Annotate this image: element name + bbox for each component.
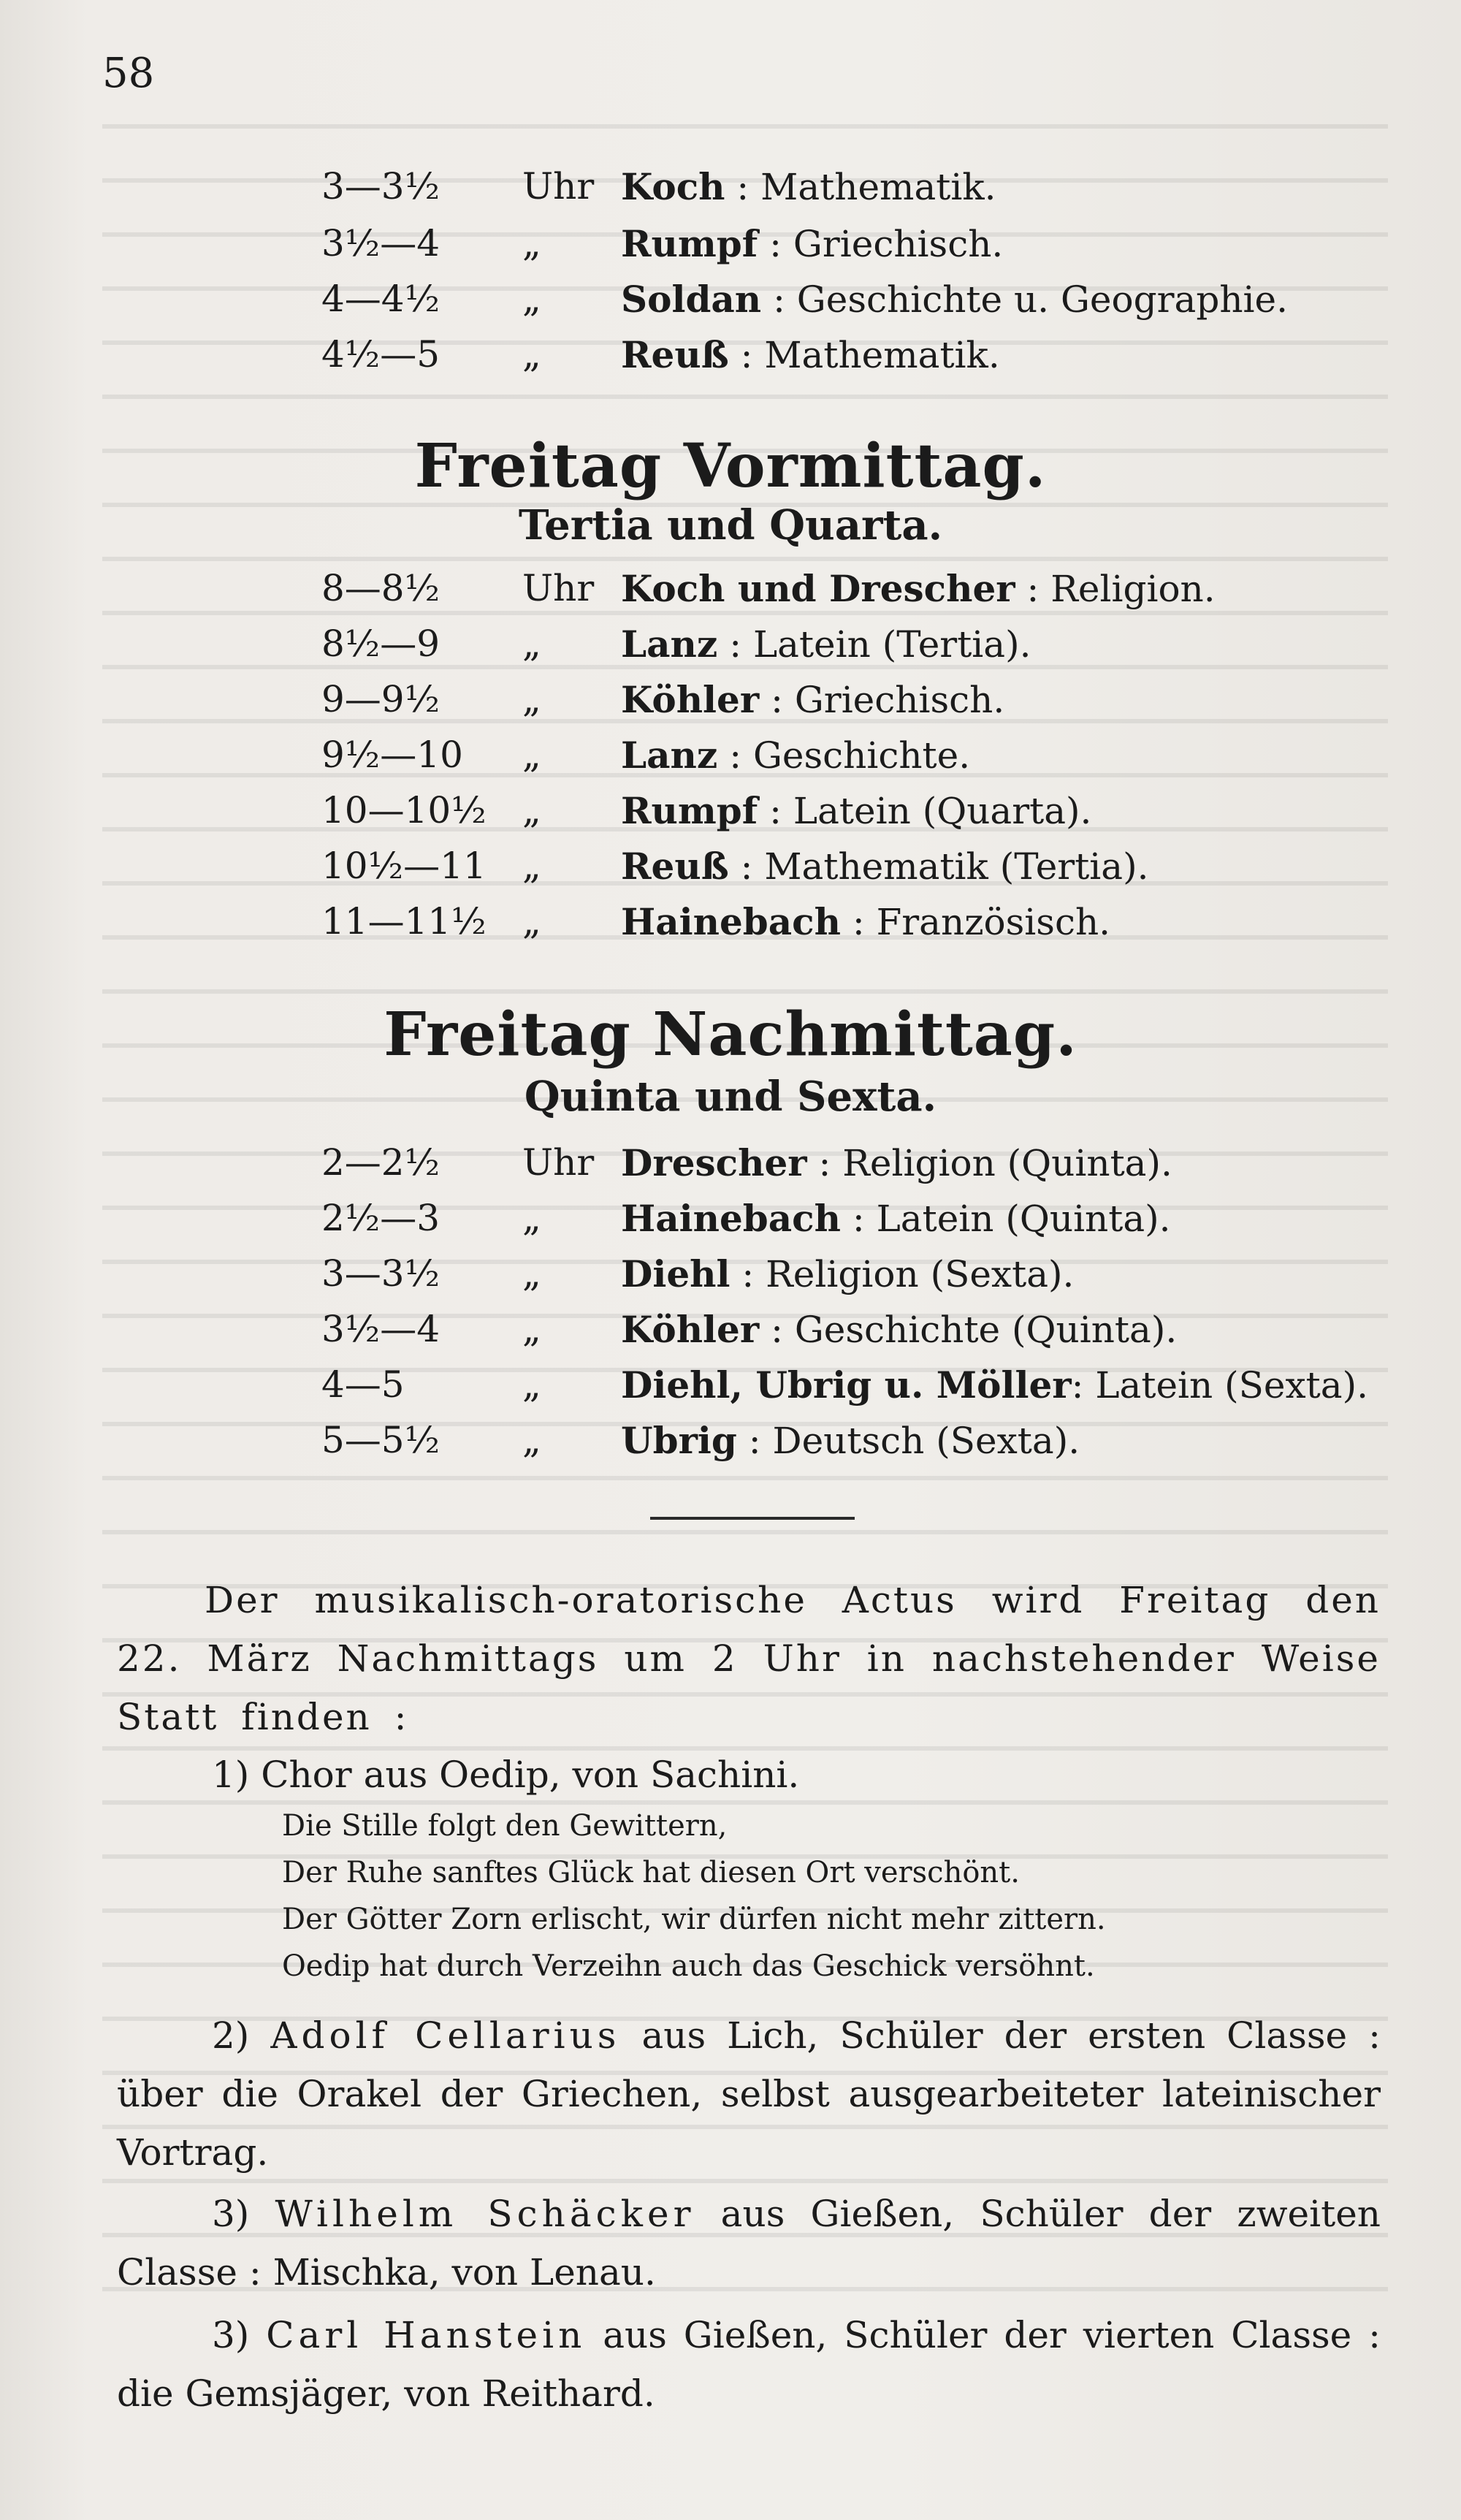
teacher-name: Drescher <box>621 1141 807 1184</box>
teacher-name: Koch und Drescher <box>621 567 1015 610</box>
subject: : Deutsch (Sexta). <box>736 1420 1080 1462</box>
subject: : Latein (Quinta). <box>840 1198 1171 1240</box>
teacher-name: Reuß <box>621 845 729 888</box>
subject: : Religion (Quinta). <box>806 1142 1172 1184</box>
section-subheading: Tertia und Quarta. <box>518 501 943 549</box>
time-slot: 3½—4 <box>321 222 440 264</box>
time-slot: 2½—3 <box>321 1197 440 1239</box>
subject: : Geschichte. <box>717 734 971 777</box>
item-number: 3) <box>212 2314 250 2356</box>
time-slot: 8½—9 <box>321 623 440 665</box>
teacher-name: Diehl <box>621 1252 730 1295</box>
teacher-name: Lanz <box>621 734 718 777</box>
time-unit: „ <box>522 222 541 264</box>
performer-name: Carl Hanstein <box>266 2314 587 2356</box>
section-heading: Freitag Vormittag. <box>414 431 1047 501</box>
time-unit: „ <box>522 1308 541 1350</box>
teacher-name: Soldan <box>621 278 762 321</box>
subject: : Griechisch. <box>758 223 1004 265</box>
intro-paragraph: Der musikalisch-oratorische Actus wird Freitag den 22. März Nachmittags um 2 Uhr in nachstehender Weise Statt finden : <box>117 1579 1381 1738</box>
time-slot: 8—8½ <box>321 567 440 609</box>
subject: : Religion. <box>1015 568 1216 610</box>
subject: : Mathematik. <box>725 166 996 208</box>
teacher-name: Lanz <box>621 623 718 666</box>
time-unit: Uhr <box>522 1141 595 1184</box>
performer-name: Wilhelm Schäcker <box>275 2193 695 2235</box>
teacher-name: Hainebach <box>621 1197 841 1240</box>
time-unit: „ <box>522 278 541 320</box>
time-slot: 4—4½ <box>321 278 440 320</box>
teacher-name: Diehl, Ubrig u. Möller <box>621 1363 1072 1406</box>
subject: : Latein (Tertia). <box>717 623 1031 666</box>
teacher-name: Köhler <box>621 678 760 721</box>
time-slot: 4½—5 <box>321 333 440 376</box>
subject: : Latein (Sexta). <box>1071 1364 1368 1406</box>
time-slot: 10—10½ <box>321 789 487 831</box>
time-slot: 5—5½ <box>321 1419 440 1461</box>
teacher-name: Köhler <box>621 1308 760 1351</box>
program-item-1: 1) Chor aus Oedip, von Sachini. <box>212 1754 800 1796</box>
time-slot: 4—5 <box>321 1363 405 1406</box>
time-unit: „ <box>522 900 541 943</box>
teacher-name: Ubrig <box>621 1419 737 1462</box>
time-slot: 3—3½ <box>321 165 440 208</box>
item-description: aus Lich, Schüler der ersten Classe : über die Orakel der Griechen, selbst ausgearbeiteter lateinischer Vortrag. <box>117 2014 1381 2174</box>
page-number: 58 <box>102 50 155 97</box>
section-divider <box>650 1517 855 1520</box>
time-unit: Uhr <box>522 165 595 208</box>
time-slot: 2—2½ <box>321 1141 440 1184</box>
verse-line: Der Ruhe sanftes Glück hat diesen Ort verschönt. <box>282 1856 1020 1889</box>
teacher-name: Rumpf <box>621 789 758 832</box>
item-number: 3) <box>212 2193 250 2235</box>
time-slot: 9½—10 <box>321 734 463 776</box>
program-item-3 <box>117 2185 1381 2302</box>
time-unit: „ <box>522 845 541 887</box>
item-number: 2) <box>212 2014 250 2057</box>
time-unit: „ <box>522 1363 541 1406</box>
time-unit: „ <box>522 789 541 831</box>
time-unit: „ <box>522 623 541 665</box>
performer-name: Adolf Cellarius <box>270 2014 621 2057</box>
teacher-name: Hainebach <box>621 900 841 943</box>
time-unit: „ <box>522 333 541 376</box>
item-description: aus Gießen, Schüler der vierten Classe : die Gemsjäger, von Reithard. <box>117 2314 1381 2415</box>
time-slot: 3½—4 <box>321 1308 440 1350</box>
time-unit: „ <box>522 1419 541 1461</box>
verse-line: Oedip hat durch Verzeihn auch das Geschick versöhnt. <box>282 1949 1095 1983</box>
time-slot: 10½—11 <box>321 845 487 887</box>
time-unit: „ <box>522 1252 541 1295</box>
section-subheading: Quinta und Sexta. <box>524 1073 937 1121</box>
time-unit: „ <box>522 678 541 720</box>
program-item-4 <box>117 2306 1381 2423</box>
subject: : Geschichte u. Geographie. <box>761 278 1288 321</box>
time-slot: 9—9½ <box>321 678 440 720</box>
item-description: aus Gießen, Schüler der zweiten Classe : Mischka, von Lenau. <box>117 2193 1381 2293</box>
subject: : Französisch. <box>840 901 1111 943</box>
time-unit: „ <box>522 734 541 776</box>
time-unit: Uhr <box>522 567 595 609</box>
time-slot: 3—3½ <box>321 1252 440 1295</box>
verse-line: Die Stille folgt den Gewittern, <box>282 1809 728 1843</box>
subject: : Mathematik (Tertia). <box>728 845 1149 888</box>
subject: : Griechisch. <box>759 679 1005 721</box>
subject: : Geschichte (Quinta). <box>759 1309 1178 1351</box>
section-heading: Freitag Nachmittag. <box>384 1000 1077 1070</box>
teacher-name: Koch <box>621 165 725 208</box>
verse-line: Der Götter Zorn erlischt, wir dürfen nicht mehr zittern. <box>282 1903 1106 1936</box>
time-unit: „ <box>522 1197 541 1239</box>
teacher-name: Reuß <box>621 333 729 376</box>
subject: : Religion (Sexta). <box>730 1253 1075 1295</box>
teacher-name: Rumpf <box>621 222 758 265</box>
subject: : Latein (Quarta). <box>758 790 1092 832</box>
subject: : Mathematik. <box>728 334 1000 376</box>
time-slot: 11—11½ <box>321 900 487 943</box>
program-item-2 <box>117 2006 1381 2182</box>
